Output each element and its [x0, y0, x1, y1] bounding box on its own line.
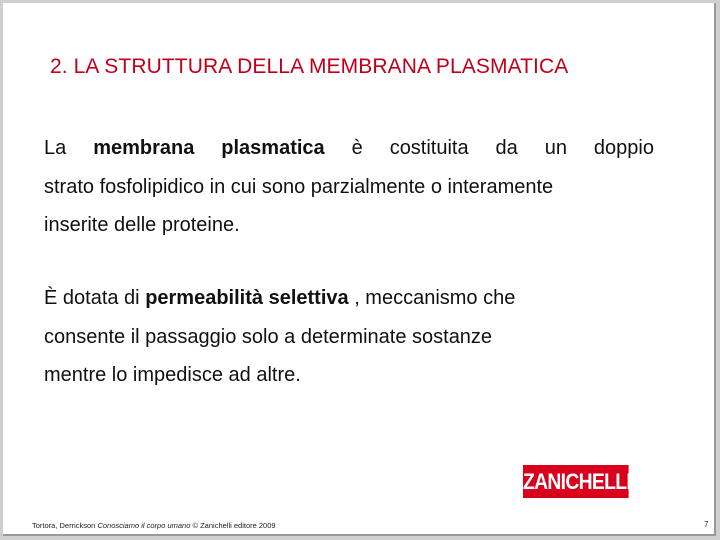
paragraph-line: consente il passaggio solo a determinate sostanze — [44, 325, 493, 348]
zanichelli-logo: ZANICHELLI — [523, 465, 629, 498]
footer-authors: Tortora, Derrickson — [32, 521, 98, 530]
slide — [3, 3, 716, 536]
paragraph-selective-permeability — [44, 279, 654, 395]
paragraph-line — [44, 129, 654, 168]
paragraph-line: mentre lo impedisce ad altre. — [44, 364, 301, 386]
footer-credit — [32, 521, 276, 530]
text-segment: La — [44, 137, 94, 159]
footer-book-title: Conosciamo il corpo umano — [97, 521, 191, 530]
paragraph-membrane-definition — [44, 129, 654, 245]
text-segment: è costituita da un doppio — [351, 137, 654, 159]
paragraph-line: inserite delle proteine. — [44, 214, 240, 236]
paragraph-line — [44, 279, 654, 318]
text-segment: È dotata di — [44, 287, 146, 309]
bold-term: permeabilità selettiva — [145, 287, 349, 309]
slide-title: 2. LA STRUTTURA DELLA MEMBRANA PLASMATICA — [50, 55, 569, 78]
bold-term: membrana plasmatica — [93, 137, 325, 159]
page-number: 7 — [704, 520, 709, 529]
footer-publisher: © Zanichelli editore 2009 — [190, 521, 276, 530]
text-segment: , meccanismo che — [354, 287, 516, 309]
paragraph-line: strato fosfolipidico in cui sono parzialmente o interamente — [44, 175, 554, 198]
